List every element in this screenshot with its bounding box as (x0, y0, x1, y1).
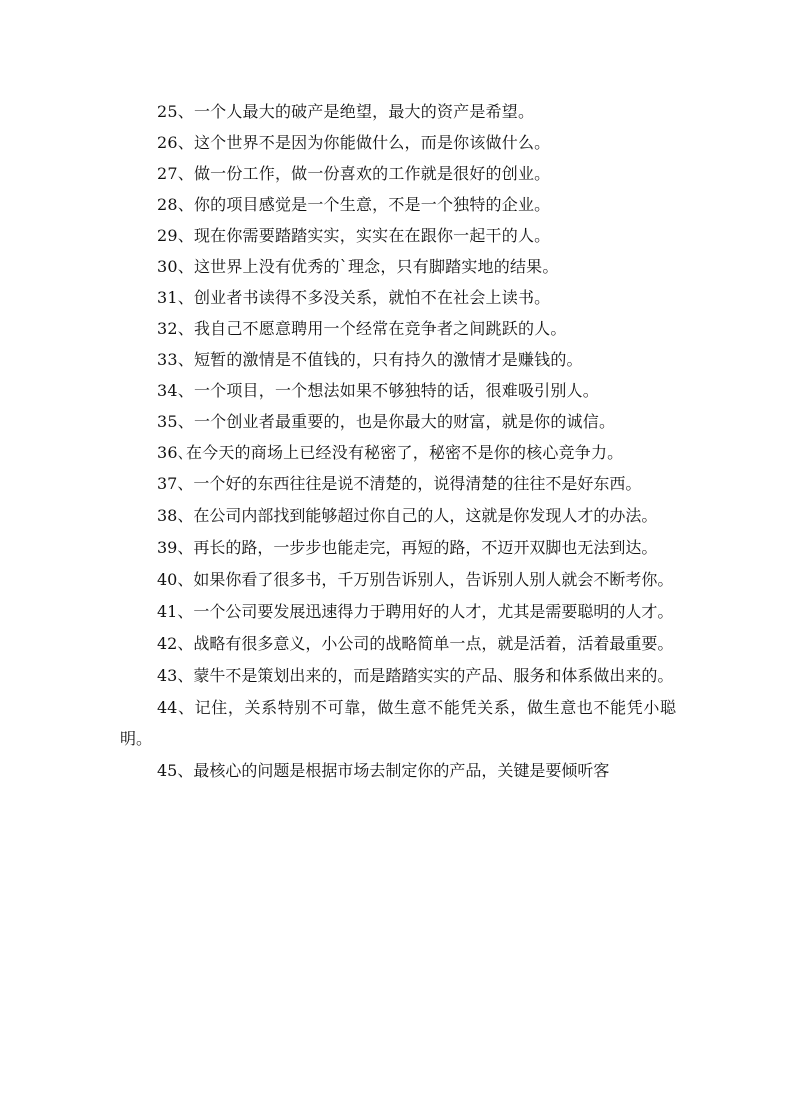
quote-line: 32、我自己不愿意聘用一个经常在竞争者之间跳跃的人。 (157, 319, 567, 338)
quote-line: 36､在今天的商场上已经没有秘密了，秘密不是你的核心竞争力。 (157, 443, 624, 462)
quote-paragraph: 41、一个公司要发展迅速得力于聘用好的人才，尤其是需要聪明的人才。 (157, 602, 674, 621)
quote-line: 30、这世界上没有优秀的`理念，只有脚踏实地的结果。 (157, 257, 559, 276)
quote-line: 26、这个世界不是因为你能做什么，而是你该做什么。 (157, 133, 551, 152)
quote-paragraph: 39、再长的路，一步步也能走完，再短的路，不迈开双脚也无法到达。 (157, 538, 658, 557)
quote-line: 35、一个创业者最重要的，也是你最大的财富，就是你的诚信。 (157, 412, 616, 431)
quote-paragraph: 40、如果你看了很多书，千万别告诉别人，告诉别人别人就会不断考你。 (157, 570, 674, 589)
quote-paragraph: 37、一个好的东西往往是说不清楚的，说得清楚的往往不是好东西。 (157, 474, 642, 493)
quote-paragraph: 42、战略有很多意义，小公司的战略简单一点，就是活着，活着最重要。 (157, 634, 674, 653)
quote-line: 31、创业者书读得不多没关系，就怕不在社会上读书。 (157, 288, 551, 307)
quote-paragraph: 38、在公司内部找到能够超过你自己的人，这就是你发现人才的办法。 (157, 506, 658, 525)
quote-line: 29、现在你需要踏踏实实，实实在在跟你一起干的人。 (157, 226, 551, 245)
quote-line: 33、短暂的激情是不值钱的，只有持久的激情才是赚钱的。 (157, 350, 583, 369)
quote-line: 34、一个项目，一个想法如果不够独特的话，很难吸引别人。 (157, 381, 599, 400)
quote-line: 28、你的项目感觉是一个生意，不是一个独特的企业。 (157, 195, 551, 214)
quote-paragraph: 43、蒙牛不是策划出来的，而是踏踏实实的产品、服务和体系做出来的。 (157, 666, 674, 685)
quote-paragraph: 44、记住，关系特别不可靠，做生意不能凭关系，做生意也不能凭小聪明。 (120, 698, 676, 748)
quote-paragraph: 45、最核心的问题是根据市场去制定你的产品，关键是要倾听客 (157, 761, 610, 780)
quote-list (120, 96, 676, 787)
quote-line: 27、做一份工作，做一份喜欢的工作就是很好的创业。 (157, 164, 551, 183)
quote-line: 25、一个人最大的破产是绝望，最大的资产是希望。 (157, 102, 535, 121)
